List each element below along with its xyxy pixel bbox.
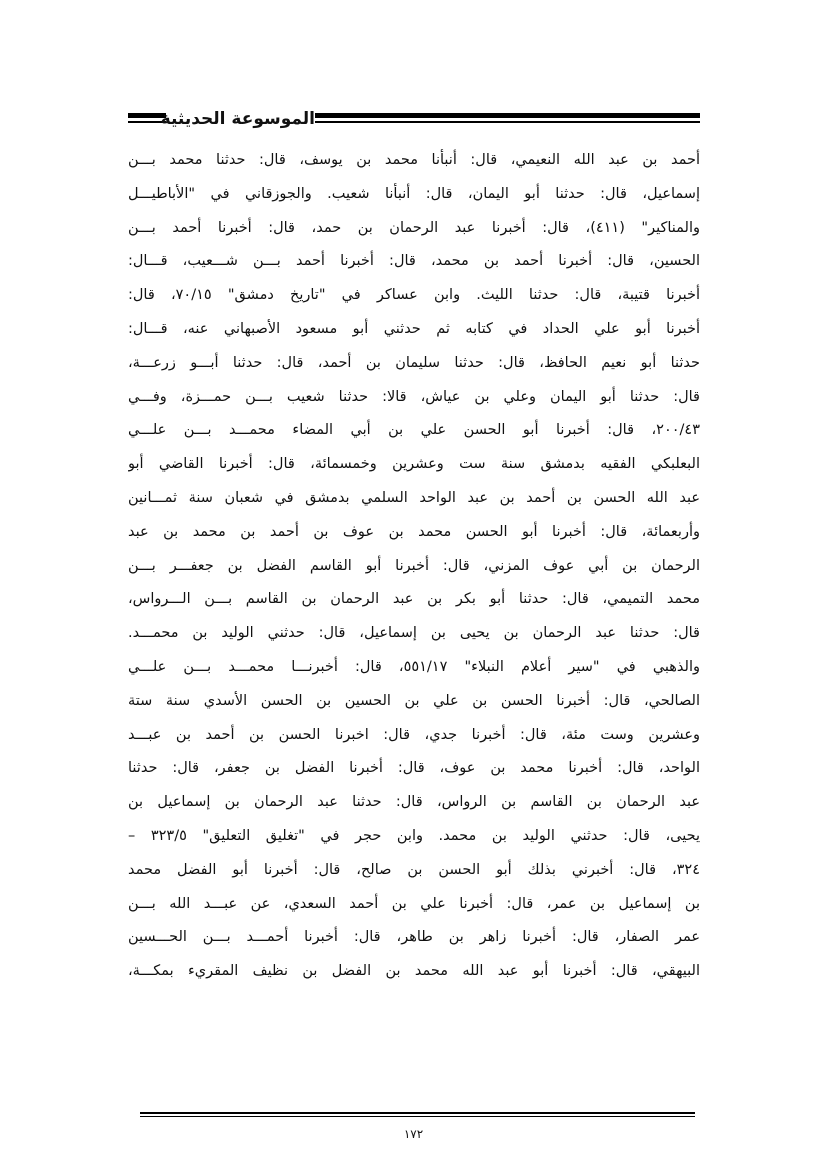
text-line: أخبرنا أبو علي الحداد في كتابه ثم حدثني أبو مسعود الأصبهاني عنه، قـــال: — [128, 320, 700, 337]
text-line: أحمد بن عبد الله النعيمي، قال: أنبأنا محمد بن يوسف، قال: حدثنا محمد بـــن — [128, 152, 700, 168]
text-line: الصالحي، قال: أخبرنا الحسن بن علي بن الحسين بن الحسن الأسدي سنة ستة — [128, 692, 700, 709]
text-line: عبد الرحمان بن القاسم بن الرواس، قال: حدثنا عبد الرحمان بن إسماعيل بن — [128, 794, 700, 811]
text-line: وعشرين وست مئة، قال: أخبرنا جدي، قال: اخبرنا الحسن بن أحمد بن عبـــد — [128, 726, 700, 743]
body-text — [128, 144, 700, 989]
text-line: البيهقي، قال: أخبرنا أبو عبد الله محمد بن الفضل بن نظيف المقريء بمكـــة، — [128, 963, 700, 980]
text-line: إسماعيل، قال: حدثنا أبو اليمان، قال: أنبأنا شعيب. والجوزقاني في "الأباطيـــل — [128, 185, 700, 202]
text-line: الواحد، قال: أخبرنا محمد بن عوف، قال: أخبرنا الفضل بن جعفر، قال: حدثنا — [128, 760, 700, 777]
text-line: أخبرنا قتيبة، قال: حدثنا الليث. وابن عساكر في "تاريخ دمشق" ٧٠/١٥، قال: — [128, 287, 700, 304]
text-line: والمناكير" (٤١١)، قال: أخبرنا عبد الرحمان بن حمد، قال: أخبرنا أحمد بـــن — [128, 219, 700, 236]
text-line: حدثنا أبو نعيم الحافظ، قال: حدثنا سليمان بن أحمد، قال: حدثنا أبـــو زرعـــة، — [128, 354, 700, 371]
text-line: الحسين، قال: أخبرنا أحمد بن محمد، قال: أخبرنا أحمد بـــن شـــعيب، قـــال: — [128, 253, 700, 270]
text-line: ٣٢٤، قال: أخبرني بذلك أبو الحسن بن صالح، قال: أخبرنا أبو الفضل محمد — [128, 861, 700, 878]
text-line: قال: حدثنا عبد الرحمان بن يحيى بن إسماعيل، قال: حدثني الوليد بن محمـــد. — [128, 625, 700, 642]
text-line: بن إسماعيل بن عمر، قال: أخبرنا علي بن أحمد السعدي، عن عبـــد الله بـــن — [128, 895, 700, 912]
text-line: والذهبي في "سير أعلام النبلاء" ٥٥١/١٧، قال: أخبرنـــا محمـــد بـــن علـــي — [128, 658, 700, 675]
page-number: ١٧٢ — [403, 1127, 424, 1141]
header-rule-right — [315, 113, 700, 125]
header-title: الموسوعة الحديثية — [160, 109, 315, 129]
text-line: قال: حدثنا أبو اليمان وعلي بن عياش، قالا: حدثنا شعيب بـــن حمـــزة، وفـــي — [128, 388, 700, 405]
page-header — [128, 104, 700, 134]
text-line: ٢٠٠/٤٣، قال: أخبرنا أبو الحسن علي بن أبي المضاء محمـــد بـــن علـــي — [128, 422, 700, 439]
text-line: الرحمان بن أبي عوف المزني، قال: أخبرنا أبو القاسم الفضل بن جعفـــر بـــن — [128, 557, 700, 574]
text-line: محمد التميمي، قال: حدثنا أبو بكر بن عبد الرحمان بن القاسم بـــن الـــرواس، — [128, 591, 700, 608]
text-line: البعلبكي الفقيه بدمشق سنة ست وعشرين وخمسمائة، قال: أخبرنا القاضي أبو — [128, 456, 700, 473]
text-line: عمر الصفار، قال: أخبرنا زاهر بن طاهر، قال: أخبرنا أحمـــد بـــن الحـــسين — [128, 929, 700, 946]
text-line: عبد الله الحسن بن أحمد بن عبد الواحد السلمي بدمشق في شعبان سنة ثمـــانين — [128, 489, 700, 506]
footer-rule — [140, 1112, 695, 1118]
text-line: يحيى، قال: حدثني الوليد بن محمد. وابن حجر في "تغليق التعليق" ٣٢٣/٥ – — [128, 827, 700, 844]
text-line: وأربعمائة، قال: أخبرنا أبو الحسن محمد بن عوف بن أحمد بن محمد بن عبد — [128, 523, 700, 540]
